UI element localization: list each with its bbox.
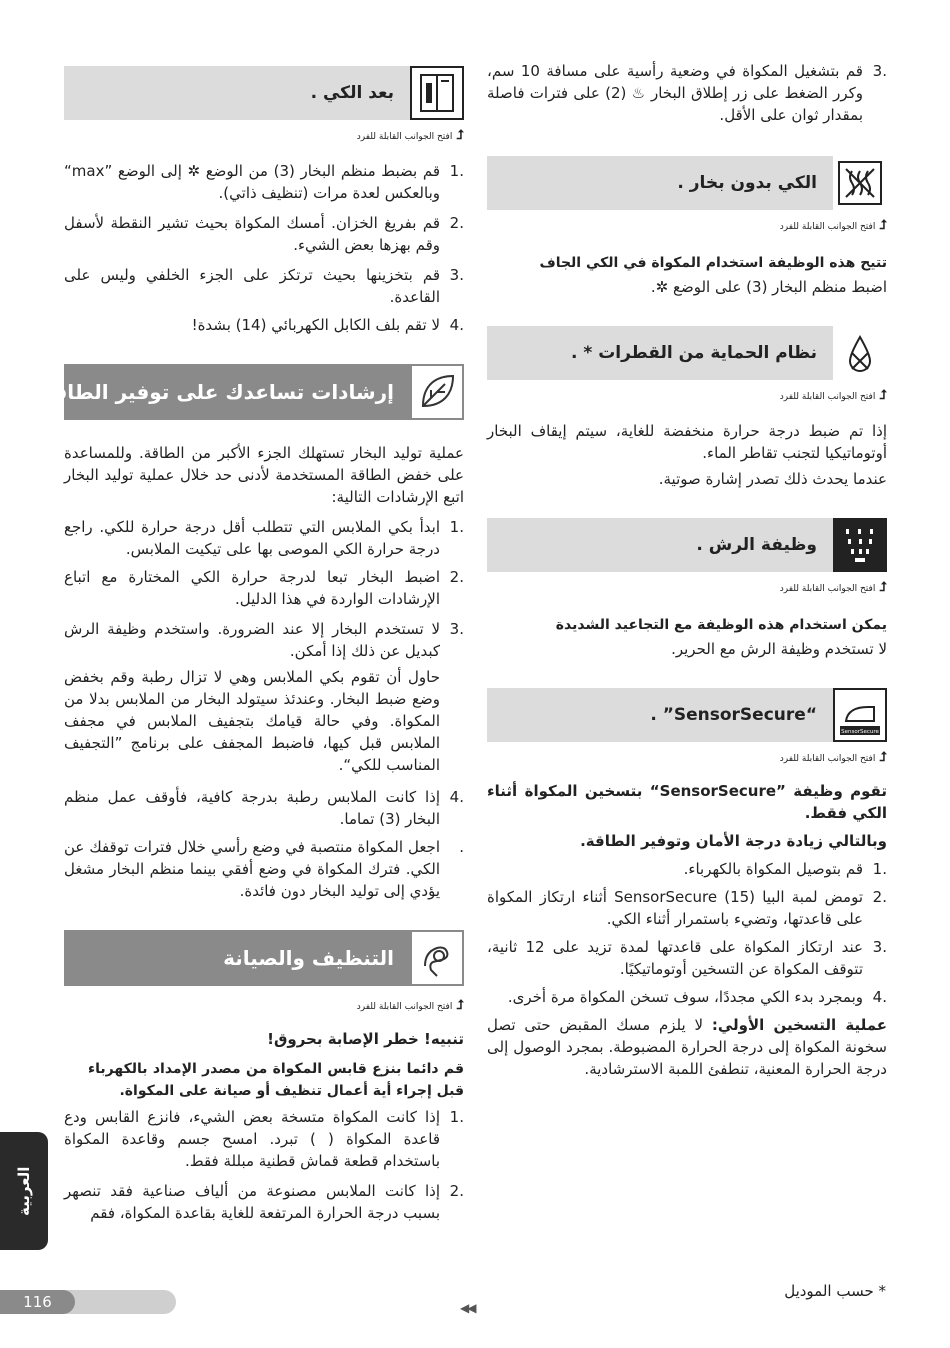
nav-arrows-icon[interactable]: ◀◀ (460, 1301, 475, 1315)
dry-ironing-text: اضبط منظم البخار (3) على الوضع ✲. (650, 278, 887, 296)
list-item: . اجعل المكواة منتصبة في وضع رأسي خلال فترات توقفك عن الكي. فترك المكواة في وضع أفقي بينما منظم البخار مشغل يؤدي إلى توليد البخار دون فائدة. (64, 838, 464, 900)
section-header-drip-stop (487, 326, 887, 380)
list-item: .2 اضبط البخار تبعا لدرجة حرارة الكي المختارة مع اتباع الإرشادات الواردة في هذا الدليل. (64, 568, 464, 608)
arrow-up-icon: ⮥ (879, 750, 887, 765)
section-title: الكي بدون بخار . (677, 173, 817, 193)
item-number: .3 (872, 62, 887, 80)
section-title: بعد الكي . (310, 83, 394, 103)
arrow-up-icon: ⮥ (879, 580, 887, 595)
list-item: حاول أن تقوم بكي الملابس وهي لا تزال رطبة وقم بخفض وضع ضبط البخار. وعندئذ سيتولد البخار من الملابس بدلا من المكواة. وفي حالة قيامك بتجفيف الملابس في مجفف الملابس قبل كيها، فاضبط المجفف على برنامج ”التجفيف المناسب للكي“. (64, 668, 440, 774)
section-header-energy (42, 364, 464, 420)
arrow-up-icon: ⮥ (879, 218, 887, 233)
list-item: .1 إذا كانت المكواة متسخة بعض الشيء، فانزع القابس ودع قاعدة المكواة ( ) تبرد. امسح جسم وقاعدة المكواة باستخدام قطعة قماش قطنية مبللة فقط. (64, 1108, 464, 1170)
page-number: 116 (0, 1290, 75, 1314)
section-title: التنظيف والصيانة (223, 946, 394, 970)
fold-out-note: ⮥افتح الجوانب القابلة للفرد (356, 998, 464, 1013)
energy-intro: عملية توليد البخار تستهلك الجزء الأكبر من الطاقة. وللمساعدة على خفض الطاقة المستخدمة لأدنى حد خلال عملية توليد البخار اتبع الإرشادات التالية: (64, 444, 464, 506)
svg-text:SensorSecure: SensorSecure (841, 729, 879, 735)
sensorsecure-bold-2: وبالتالي زيادة درجة الأمان وتوفير الطاقة. (580, 832, 887, 850)
burn-warning-title: تنبيه! خطر الإصابة بحروق! (267, 1030, 464, 1048)
spray-bold: يمكن استخدام هذه الوظيفة مع التجاعيد الشديدة (555, 617, 887, 633)
language-tab[interactable]: العربية (0, 1132, 48, 1250)
section-title: “SensorSecure” . (650, 705, 817, 725)
spray-icon (833, 518, 887, 572)
sensorsecure-bold-1: تقوم وظيفة ”SensorSecure“ بتسخين المكواة أثناء الكي فقط. (487, 782, 887, 822)
section-title: وظيفة الرش . (696, 535, 817, 555)
section-header-spray (487, 518, 887, 572)
list-item: .3 قم بتخزينها بحيث ترتكز على الجزء الخلفي وليس على القاعدة. (64, 266, 464, 306)
list-item: .4 وبمجرد بدء الكي مجددًا، سوف تسخن المكواة مرة أخرى. (507, 988, 887, 1006)
list-item: .2 قم بفريغ الخزان. أمسك المكواة بحيث تشير النقطة لأسفل وقم بهزها بعض الشيء. (64, 214, 464, 254)
fold-out-note: ⮥افتح الجوانب القابلة للفرد (779, 750, 887, 765)
section-title: إرشادات تساعدك على توفير الطاقة (42, 380, 394, 404)
list-item: .3 لا تستخدم البخار إلا عند الضرورة. واستخدم وظيفة الرش كبديل عن ذلك إذا أمكن. (64, 620, 464, 660)
fold-out-note: ⮥افتح الجوانب القابلة للفرد (779, 580, 887, 595)
list-item: .2 إذا كانت الملابس مصنوعة من ألياف صناعية فقد تنصهر بسبب درجة الحرارة المرتفعة للغاية بقاعدة المكواة، فقم (64, 1182, 464, 1222)
cleaning-hand-icon (410, 930, 464, 986)
list-item: .3 عند ارتكاز المكواة على قاعدتها لمدة تزيد على 12 ثانية، تتوقف المكواة عن التسخين أوتوماتيكيًا. (487, 938, 887, 978)
sensorsecure-icon (833, 688, 887, 742)
arrow-up-icon: ⮥ (456, 998, 464, 1013)
arrow-up-icon: ⮥ (879, 388, 887, 403)
fold-out-note: ⮥افتح الجوانب القابلة للفرد (779, 218, 887, 233)
drip-stop-icon (833, 326, 887, 380)
list-item: .4 لا تقم بلف الكابل الكهربائي (14) بشدة! (191, 316, 464, 334)
no-steam-icon (833, 156, 887, 210)
arrow-up-icon: ⮥ (456, 128, 464, 143)
section-header-after-ironing (64, 66, 464, 120)
item-text: قم بتشغيل المكواة في وضعية رأسية على مسافة 10 سم، وكرر الضغط على زر إطلاق البخار ♨ (2) على فترات فاصلة بمقدار ثوان على الأقل. (487, 62, 863, 124)
section-header-sensorsecure (487, 688, 887, 742)
list-item: .2 تومض لمبة البيا SensorSecure (15) أثناء ارتكاز المكواة على قاعدتها، وتضيء باستمرار أثناء الكي. (487, 888, 887, 928)
list-item: .1 قم بضبط منظم البخار (3) من الوضع ✲ إلى الوضع ”max“ وبالعكس لعدة مرات (تنظيف ذاتي). (64, 162, 464, 202)
preheat-text: عملية التسخين الأولي: لا يلزم مسك المقبض حتى تصل سخونة المكواة إلى درجة الحرارة المضبوطة. بمجرد الوصول إلى درجة الحرارة المعنية، تنطفئ اللمبة الاسترشادية. (487, 1016, 888, 1078)
drip-stop-text-1: إذا تم ضبط درجة حرارة منخفضة للغاية، سيتم إيقاف البخار أوتوماتيكيا لتجنب تقاطر الماء. (487, 422, 887, 462)
fold-out-note: ⮥افتح الجوانب القابلة للفرد (356, 128, 464, 143)
section-header-dry-ironing (487, 156, 887, 210)
spray-text: لا تستخدم وظيفة الرش مع الحرير. (671, 640, 887, 658)
fold-out-note: ⮥افتح الجوانب القابلة للفرد (779, 388, 887, 403)
list-item: .1 ابدأ بكي الملابس التي تتطلب أقل درجة حرارة للكي. راجع درجة حرارة الكي الموصى بها على تيكيت الملابس. (64, 518, 464, 558)
steam-step-3 (487, 60, 887, 126)
leaf-icon (410, 364, 464, 420)
dry-ironing-bold: تتيح هذه الوظيفة استخدام المكواة في الكي الجاف (539, 255, 887, 271)
preheat-label: عملية التسخين الأولي: (711, 1016, 888, 1034)
drip-stop-text-2: عندما يحدث ذلك تصدر إشارة صوتية. (658, 470, 887, 488)
section-title: نظام الحماية من القطرات * . (571, 343, 817, 363)
list-item: .4 إذا كانت الملابس رطبة بدرجة كافية، فأوقف عمل منظم البخار (3) تماما. (64, 788, 464, 828)
list-item: .1 قم بتوصيل المكواة بالكهرباء. (683, 860, 887, 878)
wardrobe-icon (410, 66, 464, 120)
footnote: * حسب الموديل (784, 1282, 886, 1300)
section-header-cleaning (64, 930, 464, 986)
burn-warning-text: قم دائما بنزع قابس المكواة من مصدر الإمداد بالكهرباء قبل إجراء أية أعمال تنظيف أو صيانة على المكواة. (88, 1061, 464, 1099)
